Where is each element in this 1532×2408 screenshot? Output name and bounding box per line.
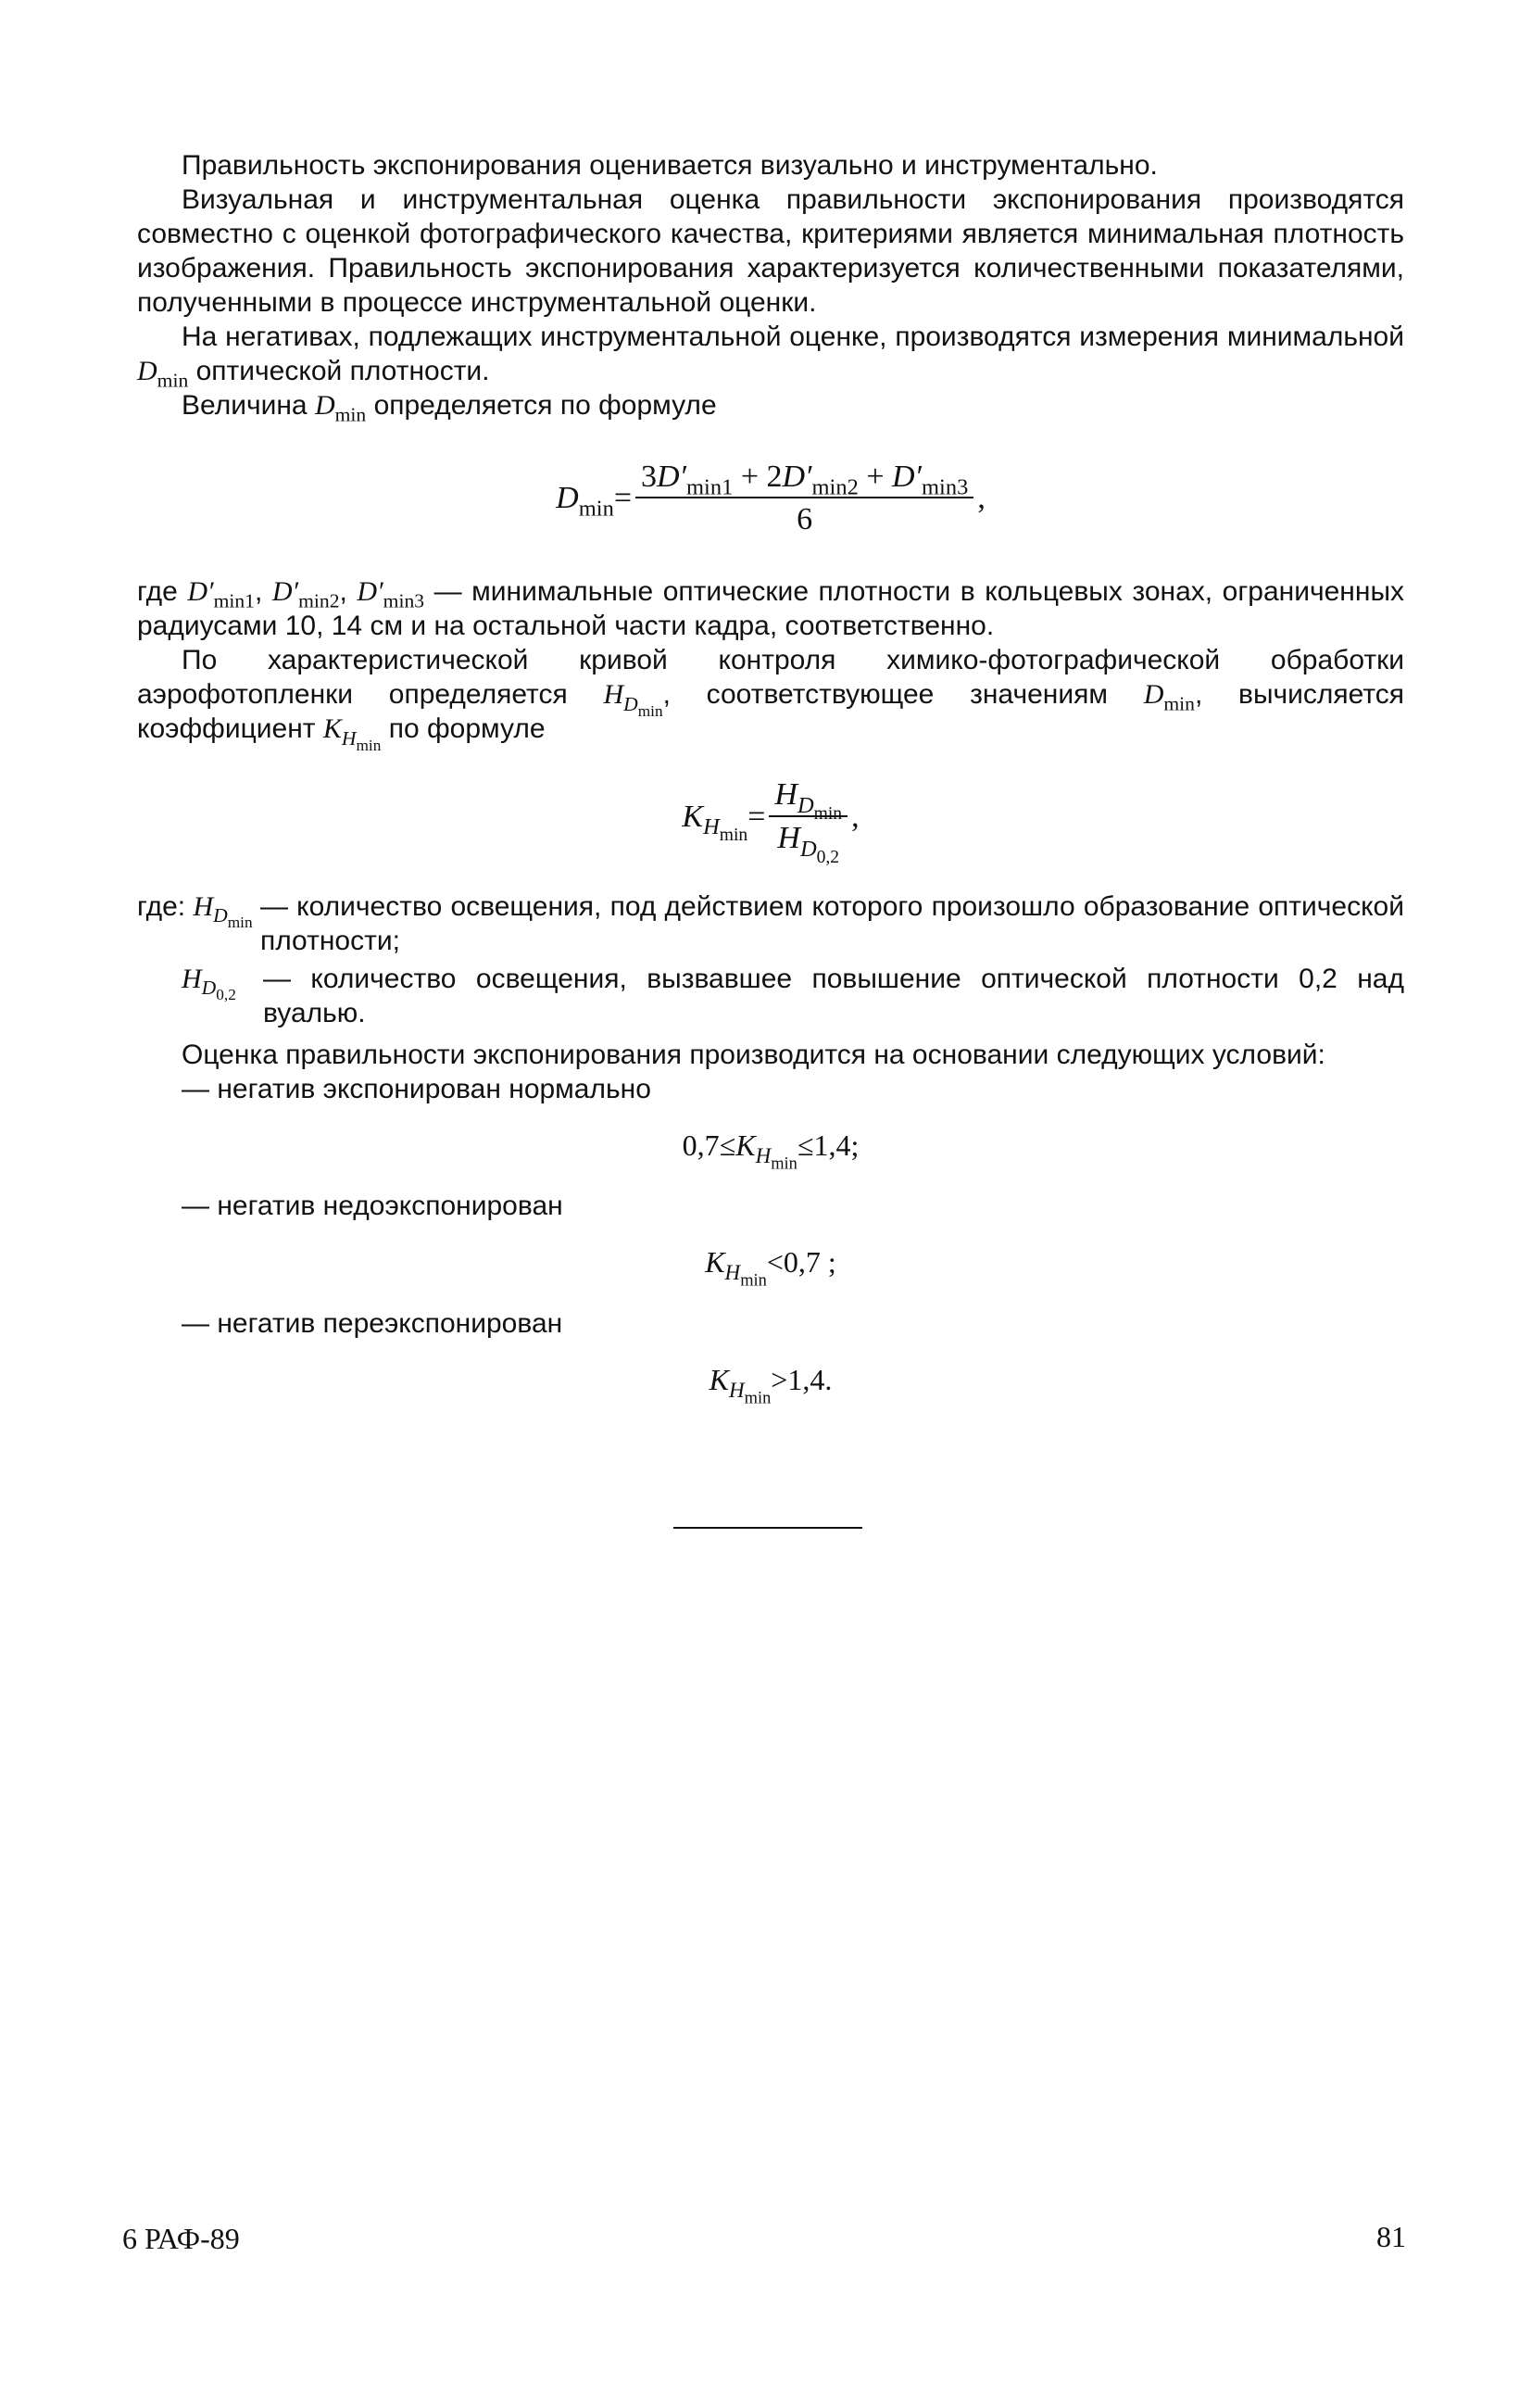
fraction-numerator: $H_{D_{min}}$	[769, 777, 848, 817]
fraction-denominator: 6	[797, 502, 813, 536]
inequality-under: $K_{H_{min}}<0,7$ ;	[705, 1245, 836, 1290]
footer-code: 6 РАФ-89	[122, 2222, 240, 2255]
formula-d-min: $D_{min}$ = $\frac{3D'_{min1} + 2D'_{min2} + D'_{min3}}{6}$ ,	[556, 460, 986, 536]
page-number: 81	[1376, 2220, 1406, 2253]
paragraph: На негативах, подлежащих инструментальной оценке, производятся измерения минимальной $D_{min}$ оптической плотности.	[137, 321, 1404, 392]
formula-lhs: $D_{min}$	[556, 481, 614, 522]
fraction-numerator: $3D'_{min1} + 2D'_{min2} + D'_{min3}$	[635, 460, 973, 498]
paragraph: Величина $D_{min}$ определяется по формуле	[182, 390, 717, 426]
condition-label: — негатив недоэкспонирован	[182, 1191, 563, 1222]
paragraph: Правильность экспонирования оценивается визуально и инструментально.	[182, 150, 1158, 181]
definition-row: $H_{D_{0,2}}$ — количество освещения, вызвавшее повышение оптической плотности 0,2 над вуалью.	[182, 963, 1404, 1028]
fraction	[635, 460, 973, 537]
d-min-symbol: $D_{min}$	[137, 356, 189, 392]
document-page	[137, 148, 1405, 1407]
condition-label: — негатив переэкспонирован	[182, 1307, 563, 1339]
paragraph: Визуальная и инструментальная оценка правильности экспонирования производятся совместно с оценкой фотографического качества, критериями является минимальная плотность изображения. Правильность экспонирования характеризуется количественными показателями, полученными в процессе инструментальной оценки.	[137, 184, 1404, 318]
condition-label: — негатив экспонирован нормально	[182, 1073, 651, 1104]
fraction	[769, 777, 848, 867]
fraction-denominator: $H_{D_{0,2}}$	[777, 821, 840, 867]
paragraph: По характеристической кривой контроля химико-фотографической обработки аэрофотопленки определяется $H_{D_{min}}$, соответствующее значениям $D_{min}$, вычисляется коэффициент $K_{H_{min}}$ по формуле	[137, 645, 1405, 754]
inequality-over: $K_{H_{min}}>1,4$.	[709, 1362, 833, 1407]
paragraph: Оценка правильности экспонирования производится на основании следующих условий:	[182, 1039, 1325, 1070]
inequality-normal: $0,7\le K_{H_{min}}\le 1,4$;	[682, 1128, 860, 1173]
formula-k-h-min: $K_{H_{min}}$ = $\frac{H_{D_{min}}}{H_{D_{0,2}}}$ ,	[682, 777, 860, 867]
end-rule-divider	[673, 1527, 862, 1529]
paragraph: где $D'_{min1}$, $D'_{min2}$, $D'_{min3}$ — минимальные оптические плотности в кольцевых зонах, ограниченных радиусами 10, 14 см и на остальной части кадра, соответственно.	[137, 576, 1405, 641]
definition-row: где: $H_{D_{min}}$ — количество освещения, под действием которого произошло образование оптической плотности;	[137, 890, 1404, 956]
d-min-symbol: $D_{min}$	[314, 390, 367, 426]
